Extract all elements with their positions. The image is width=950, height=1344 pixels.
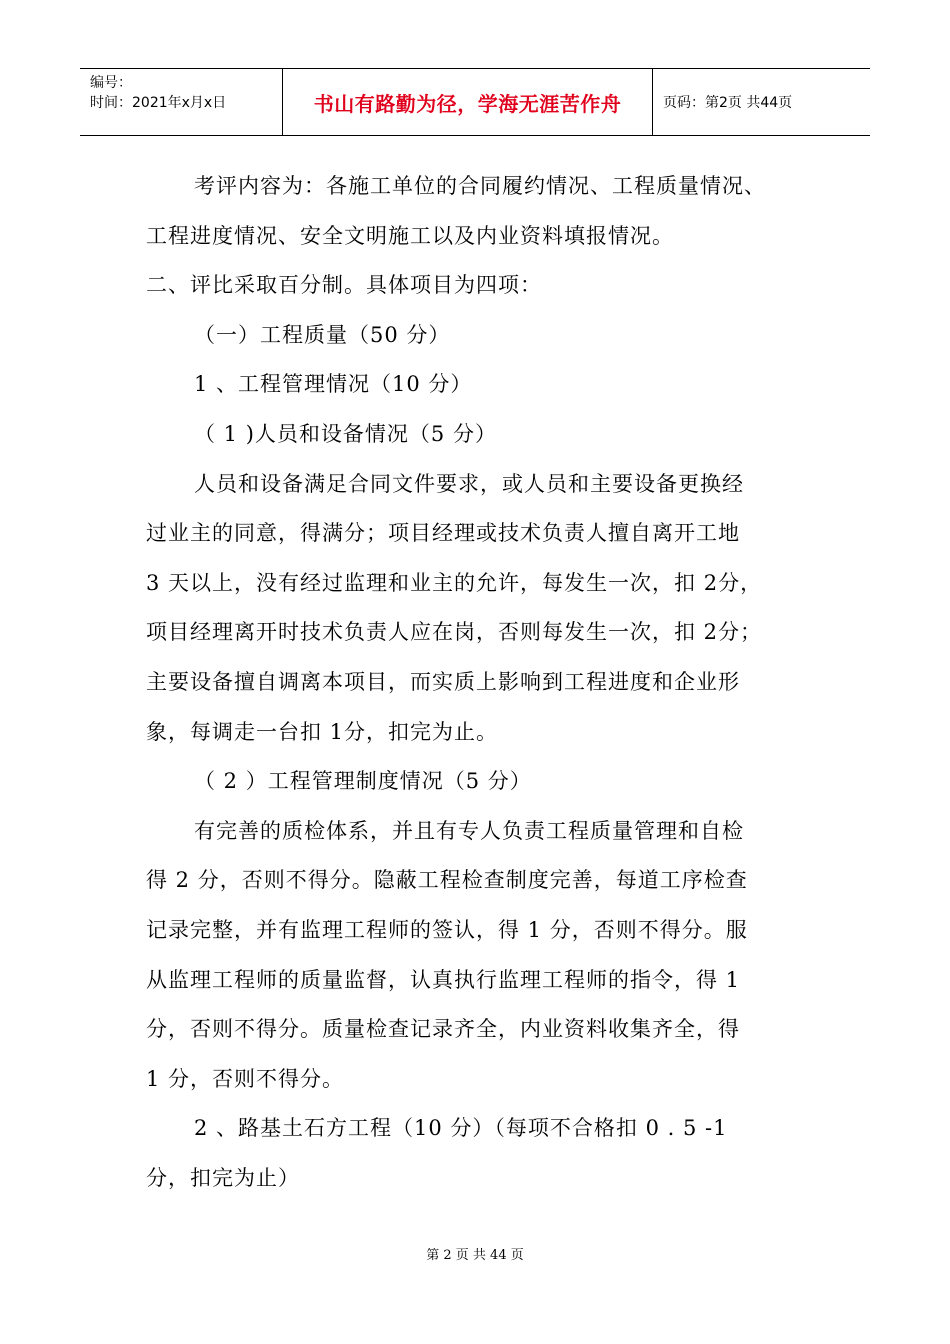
body-line: 1 、工程管理情况（10 分）	[194, 372, 473, 397]
header-meta	[80, 69, 283, 135]
header-page-info: 页码：第2页 共44页	[663, 95, 793, 111]
body-line: 工程进度情况、安全文明施工以及内业资料填报情况。	[146, 223, 674, 248]
body-line: 从监理工程师的质量监督，认真执行监理工程师的指令，得 1	[146, 967, 741, 992]
body-line: 3 天以上，没有经过监理和业主的允许，每发生一次，扣 2分，	[146, 570, 763, 595]
body-line: 记录完整，并有监理工程师的签认，得 1 分，否则不得分。服	[146, 917, 748, 942]
document-date: 时间：2021年x月x日	[90, 95, 227, 111]
body-line: （ 1 )人员和设备情况（5 分）	[194, 421, 497, 446]
body-line: （ 2 ）工程管理制度情况（5 分）	[194, 769, 532, 794]
body-line: 分，否则不得分。质量检查记录齐全，内业资料收集齐全，得	[146, 1017, 740, 1042]
document-number-label: 编号：	[90, 75, 132, 91]
body-line: 主要设备擅自调离本项目，而实质上影响到工程进度和企业形	[146, 669, 740, 694]
body-line: 1 分，否则不得分。	[146, 1066, 345, 1091]
body-line: 2 、路基土石方工程（10 分）（每项不合格扣 0 . 5 -1	[194, 1116, 728, 1141]
body-line: 得 2 分，否则不得分。隐蔽工程检查制度完善，每道工序检查	[146, 868, 748, 893]
body-line: 项目经理离开时技术负责人应在岗，否则每发生一次，扣 2分；	[146, 620, 763, 645]
body-line: 过业主的同意，得满分；项目经理或技术负责人擅自离开工地	[146, 521, 740, 546]
body-line: 象，每调走一台扣 1分，扣完为止。	[146, 719, 499, 744]
body-line: 有完善的质检体系，并且有专人负责工程质量管理和自检	[194, 818, 744, 843]
page-footer: 第 2 页 共 44 页	[426, 1248, 524, 1263]
body-line: 二、评比采取百分制。具体项目为四项：	[146, 273, 542, 298]
body-line: （一）工程质量（50 分）	[194, 322, 451, 347]
document-body	[146, 162, 826, 1203]
body-line: 考评内容为：各施工单位的合同履约情况、工程质量情况、	[194, 174, 766, 198]
page-header	[80, 68, 870, 136]
header-motto: 书山有路勤为径，学海无涯苦作舟	[283, 69, 653, 135]
body-line: 分，扣完为止）	[146, 1165, 300, 1190]
body-line: 人员和设备满足合同文件要求，或人员和主要设备更换经	[194, 471, 744, 496]
